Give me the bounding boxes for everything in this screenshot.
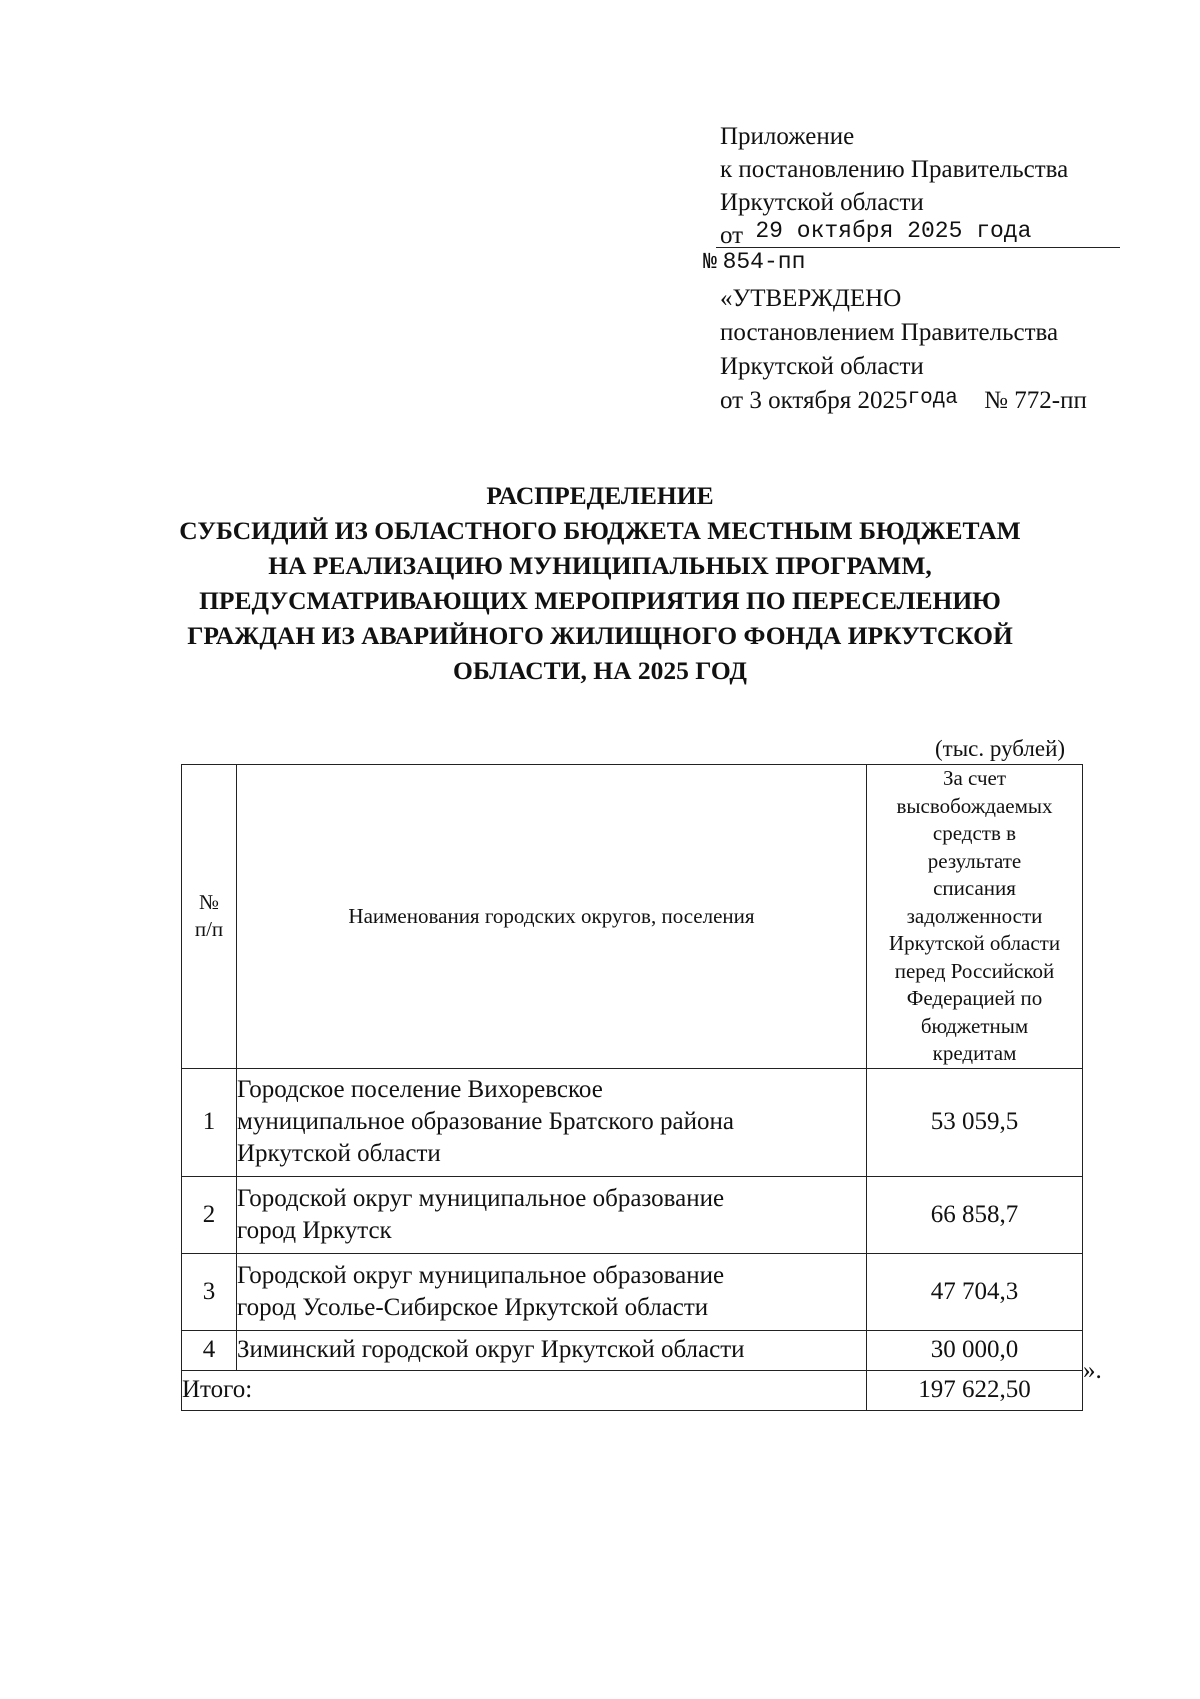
- row-number: 4: [182, 1330, 237, 1370]
- appendix-title: Приложение: [720, 123, 855, 150]
- closing-quote-mark: ».: [1083, 1357, 1102, 1384]
- header-sum-line: За счет: [942, 766, 1007, 790]
- header-sum-line: высвобождаемых: [896, 793, 1053, 818]
- row-name: [237, 1068, 867, 1176]
- row-sum: 47 704,3: [867, 1253, 1083, 1330]
- header-sum-line: бюджетным: [920, 1013, 1029, 1038]
- units-label: (тыс. рублей): [935, 736, 1066, 761]
- row-name: [237, 1253, 867, 1330]
- header-sum-line: перед Российской: [894, 958, 1055, 983]
- title-line-2: СУБСИДИЙ ИЗ ОБЛАСТНОГО БЮДЖЕТА МЕСТНЫМ БЮДЖЕТАМ: [179, 516, 1021, 545]
- appendix-date-value: 29 октября 2025 года: [755, 218, 1032, 244]
- header-name: Наименования городских округов, поселения: [237, 765, 867, 1069]
- header-sum-line: средств в: [932, 821, 1017, 845]
- appendix-block: [720, 120, 1068, 254]
- appendix-date-prefix: от: [720, 222, 744, 249]
- table-header-row: [182, 765, 1083, 1069]
- appendix-line-3: Иркутской области: [720, 189, 924, 216]
- appendix-number-row: [703, 246, 805, 277]
- title-line-5: ГРАЖДАН ИЗ АВАРИЙНОГО ЖИЛИЩНОГО ФОНДА ИРКУТСКОЙ: [187, 621, 1013, 650]
- title-line-6: ОБЛАСТИ, НА 2025 ГОД: [453, 656, 747, 685]
- header-number-abbr: п/п: [194, 917, 224, 942]
- row-name-line: город Иркутск: [237, 1216, 392, 1244]
- title-line-3: НА РЕАЛИЗАЦИЮ МУНИЦИПАЛЬНЫХ ПРОГРАММ,: [268, 551, 932, 580]
- row-name-line: город Усолье-Сибирское Иркутской области: [237, 1293, 709, 1321]
- total-sum: 197 622,50: [867, 1370, 1083, 1410]
- row-name-line: Городской округ муниципальное образование: [237, 1184, 725, 1212]
- document-title: [130, 478, 1070, 688]
- row-name: [237, 1330, 867, 1370]
- row-name-line: Городской округ муниципальное образование: [237, 1261, 725, 1289]
- table-row: [182, 1253, 1083, 1330]
- header-sum-line: Иркутской области: [888, 931, 1061, 955]
- appendix-number-value: 854-пп: [722, 249, 806, 275]
- approved-number-text: № 772-пп: [984, 387, 1087, 414]
- header-sum: [867, 765, 1083, 1069]
- table-row: [182, 1330, 1083, 1370]
- distribution-table: [181, 764, 1083, 1411]
- table-row: [182, 1176, 1083, 1253]
- row-name: [237, 1176, 867, 1253]
- row-number: 1: [182, 1068, 237, 1176]
- row-sum: 66 858,7: [867, 1176, 1083, 1253]
- row-number: 3: [182, 1253, 237, 1330]
- header-number-symbol: №: [198, 889, 220, 914]
- row-name-line: Зиминский городской округ Иркутской области: [237, 1336, 745, 1363]
- row-name-line: Городское поселение Вихоревское: [237, 1076, 603, 1103]
- approved-date-row: [720, 384, 1087, 421]
- row-number: 2: [182, 1176, 237, 1253]
- title-line-1: РАСПРЕДЕЛЕНИЕ: [486, 481, 714, 510]
- approved-line-3: Иркутской области: [720, 353, 924, 380]
- row-sum: 30 000,0: [867, 1330, 1083, 1370]
- appendix-line-2: к постановлению Правительства: [720, 156, 1069, 183]
- header-sum-line: результате: [927, 848, 1022, 873]
- table-total-row: [182, 1370, 1083, 1410]
- total-label: Итого:: [182, 1370, 867, 1410]
- approved-year-word: года: [907, 387, 958, 410]
- header-sum-line: задолженности: [906, 903, 1043, 928]
- header-number: [182, 765, 237, 1069]
- header-sum-line: кредитам: [932, 1041, 1017, 1065]
- approved-title: «УТВЕРЖДЕНО: [720, 285, 902, 312]
- approved-block: [720, 282, 1087, 421]
- header-sum-line: списания: [933, 876, 1016, 900]
- row-name-line: муниципальное образование Братского района: [237, 1108, 734, 1135]
- table-row: [182, 1068, 1083, 1176]
- appendix-number-prefix: №: [703, 249, 717, 275]
- row-name-line: Иркутской области: [237, 1140, 441, 1167]
- approved-line-2: постановлением Правительства: [720, 319, 1059, 346]
- row-sum: 53 059,5: [867, 1068, 1083, 1176]
- approved-date-text: от 3 октября 2025: [720, 387, 908, 414]
- header-sum-line: Федерацией по: [906, 986, 1043, 1010]
- title-line-4: ПРЕДУСМАТРИВАЮЩИХ МЕРОПРИЯТИЯ ПО ПЕРЕСЕЛЕНИЮ: [199, 586, 1001, 615]
